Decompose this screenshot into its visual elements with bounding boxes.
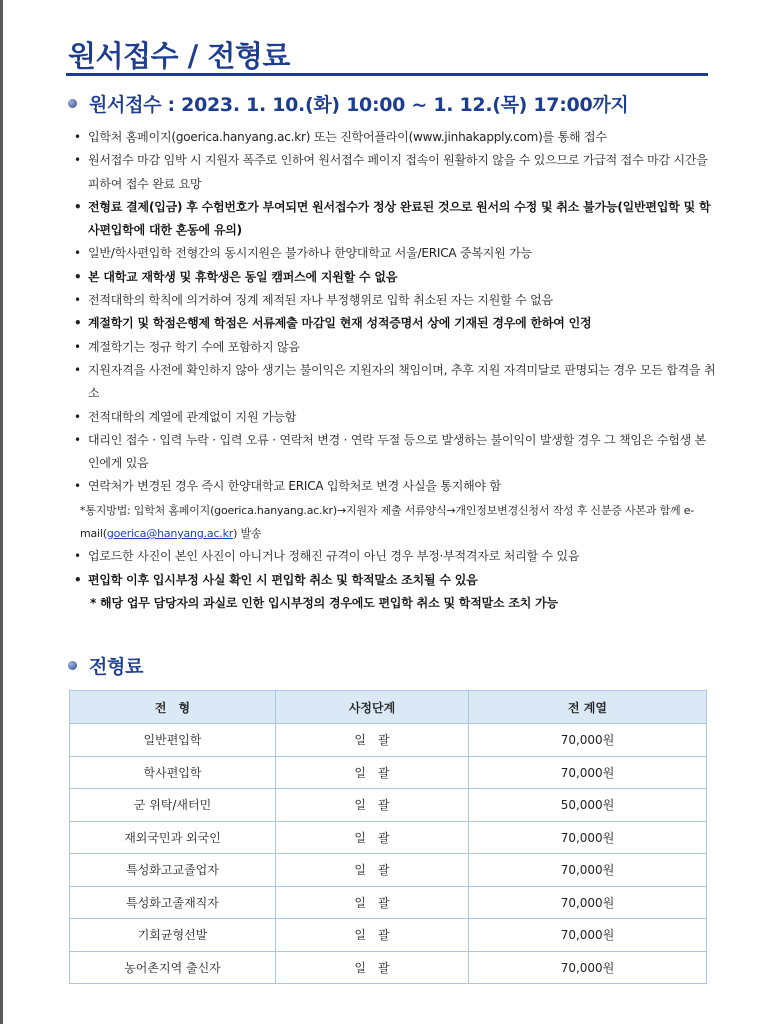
note-item: • 계절학기는 정규 학기 수에 포함하지 않음 xyxy=(72,336,717,359)
stage-cell: 일 괄 xyxy=(276,951,469,984)
track-name: 재외국민과 외국인 xyxy=(70,821,276,854)
fee-table xyxy=(69,690,707,984)
contact-method-note xyxy=(72,499,717,546)
table-row xyxy=(70,756,707,789)
note-item: • 업로드한 사진이 본인 사진이 아니거나 정해진 규격이 아닌 경우 부정·부적격자로 처리할 수 있음 xyxy=(72,545,717,568)
bullet-dot-icon xyxy=(68,99,77,108)
fee-cell: 70,000원 xyxy=(469,951,707,984)
fee-section-heading xyxy=(68,652,143,679)
table-row xyxy=(70,951,707,984)
title-underline xyxy=(66,73,708,76)
note-item: • 지원자격을 사전에 확인하지 않아 생기는 불이익은 지원자의 책임이며, 추후 지원 자격미달로 판명되는 경우 모든 합격을 취소 xyxy=(72,359,717,406)
application-section-heading xyxy=(68,90,628,117)
fee-table-header-row xyxy=(70,691,707,724)
stage-cell: 일 괄 xyxy=(276,886,469,919)
fee-cell: 70,000원 xyxy=(469,854,707,887)
stage-cell: 일 괄 xyxy=(276,919,469,952)
table-row xyxy=(70,821,707,854)
stage-cell: 일 괄 xyxy=(276,821,469,854)
track-name: 특성화고졸재직자 xyxy=(70,886,276,919)
table-row xyxy=(70,886,707,919)
fee-cell: 70,000원 xyxy=(469,919,707,952)
stage-cell: 일 괄 xyxy=(276,789,469,822)
fee-heading-text: 전형료 xyxy=(89,656,144,678)
track-name: 특성화고교졸업자 xyxy=(70,854,276,887)
note-item: • 전적대학의 계열에 관계없이 지원 가능함 xyxy=(72,406,717,429)
stage-cell: 일 괄 xyxy=(276,854,469,887)
contact-note-prefix: *통지방법: 입학처 홈페이지(goerica.hanyang.ac.kr)→지원자 제출 서류양식→개인정보변경신청서 작성 후 신분증 사본과 함께 e-mail( xyxy=(80,503,695,541)
note-item: • 대리인 접수 · 입력 누락 · 입력 오류 · 연락처 변경 · 연락 두절 등으로 발생하는 불이익이 발생할 경우 그 책임은 수험생 본인에게 있음 xyxy=(72,429,717,476)
page-title: 원서접수 / 전형료 xyxy=(68,39,290,73)
application-notes-list xyxy=(72,126,717,615)
note-item: • 본 대학교 재학생 및 휴학생은 동일 캠퍼스에 지원할 수 없음 xyxy=(72,266,717,289)
track-name: 일반편입학 xyxy=(70,724,276,757)
track-name: 학사편입학 xyxy=(70,756,276,789)
note-item: • 입학처 홈페이지(goerica.hanyang.ac.kr) 또는 진학어플라이(www.jinhakapply.com)를 통해 접수 xyxy=(72,126,717,149)
track-name: 기회균형선발 xyxy=(70,919,276,952)
track-name: 군 위탁/새터민 xyxy=(70,789,276,822)
table-row xyxy=(70,789,707,822)
fee-cell: 70,000원 xyxy=(469,821,707,854)
note-item: • 일반/학사편입학 전형간의 동시지원은 불가하나 한양대학교 서울/ERICA 중복지원 가능 xyxy=(72,242,717,265)
table-row xyxy=(70,919,707,952)
column-header-fee: 전 계열 xyxy=(469,691,707,724)
table-row xyxy=(70,724,707,757)
note-item: • 연락처가 변경된 경우 즉시 한양대학교 ERICA 입학처로 변경 사실을 통지해야 함 xyxy=(72,475,717,498)
note-item: • 원서접수 마감 임박 시 지원자 폭주로 인하여 원서접수 페이지 접속이 원활하지 않을 수 있으므로 가급적 접수 마감 시간을 피하여 접수 완료 요망 xyxy=(72,149,717,196)
fee-cell: 70,000원 xyxy=(469,886,707,919)
contact-email-link[interactable]: goerica@hanyang.ac.kr xyxy=(106,527,234,541)
track-name: 농어촌지역 출신자 xyxy=(70,951,276,984)
fee-cell: 70,000원 xyxy=(469,724,707,757)
final-note: * 해당 업무 담당자의 과실로 인한 입시부정의 경우에도 편입학 취소 및 학적말소 조치 가능 xyxy=(90,595,558,610)
table-row xyxy=(70,854,707,887)
note-item: • 계절학기 및 학점은행제 학점은 서류제출 마감일 현재 성적증명서 상에 기재된 경우에 한하여 인정 xyxy=(72,312,717,335)
note-item: • 전적대학의 학칙에 의거하여 징계 제적된 자나 부정행위로 입학 취소된 자는 지원할 수 없음 xyxy=(72,289,717,312)
page-left-border xyxy=(0,0,3,1024)
bullet-dot-icon xyxy=(68,661,77,670)
column-header-stage: 사정단계 xyxy=(276,691,469,724)
note-item: • 편입학 이후 입시부정 사실 확인 시 편입학 취소 및 학적말소 조치될 수 있음 xyxy=(72,569,717,592)
fee-cell: 50,000원 xyxy=(469,789,707,822)
application-period-text: 원서접수 : 2023. 1. 10.(화) 10:00 ~ 1. 12.(목) 17:00까지 xyxy=(89,94,629,116)
contact-note-suffix: ) 발송 xyxy=(233,527,262,541)
stage-cell: 일 괄 xyxy=(276,756,469,789)
fee-cell: 70,000원 xyxy=(469,756,707,789)
column-header-track: 전 형 xyxy=(70,691,276,724)
stage-cell: 일 괄 xyxy=(276,724,469,757)
note-item: • 전형료 결제(입금) 후 수험번호가 부여되면 원서접수가 정상 완료된 것으로 원서의 수정 및 취소 불가능(일반편입학 및 학사편입학에 대한 혼동에 유의) xyxy=(72,196,717,243)
